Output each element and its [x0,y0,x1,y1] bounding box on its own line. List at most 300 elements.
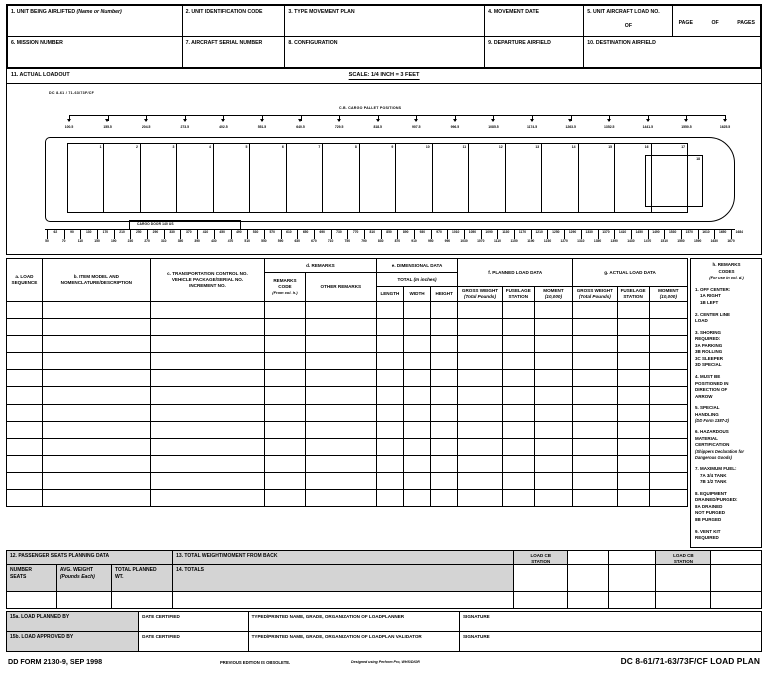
table-cell[interactable] [42,404,150,421]
ruler-label-upper: 250 [135,229,142,234]
field-15b-signature[interactable] [459,632,761,652]
table-cell[interactable] [617,438,649,455]
table-cell[interactable] [150,489,264,506]
table-cell[interactable] [42,301,150,318]
table-cell[interactable] [617,336,649,353]
table-cell[interactable] [534,370,572,387]
table-cell[interactable] [305,336,376,353]
table-cell[interactable] [403,387,430,404]
pallet-position-5[interactable] [214,144,250,212]
ruler-label-upper: 1330 [585,229,593,234]
table-cell[interactable] [573,455,617,472]
table-cell[interactable] [376,438,403,455]
totals-section [6,550,762,610]
remarks-code-title: 7. MAXIMUM FUEL: [695,466,737,472]
remarks-code-7 [695,466,758,486]
field-13-actual-gross[interactable] [609,550,656,565]
table-cell[interactable] [42,455,150,472]
col-item-model [42,259,150,302]
field-14-planned-fus[interactable] [513,565,567,592]
remarks-code-sub: 3A PARKING [695,342,723,348]
table-cell[interactable] [431,301,458,318]
col-d-other-label: OTHER REMARKS [320,283,362,289]
table-cell[interactable] [534,489,572,506]
table-cell[interactable] [617,404,649,421]
table-row[interactable] [7,404,688,421]
table-cell[interactable] [534,438,572,455]
table-cell[interactable] [7,438,43,455]
table-cell[interactable] [534,387,572,404]
ruler-label-upper: 1610 [702,229,710,234]
table-cell[interactable] [376,404,403,421]
page-of-label: OF [711,20,719,26]
table-cell[interactable] [617,455,649,472]
pallet-position-9[interactable] [360,144,396,212]
ruler-tick-minor [631,236,632,239]
table-cell[interactable] [150,387,264,404]
table-cell[interactable] [305,319,376,336]
remarks-code-sub: HANDLING [695,411,719,417]
table-cell[interactable] [42,370,150,387]
previous-edition-note: PREVIOUS EDITION IS OBSOLETE. [220,660,291,666]
table-cell[interactable] [431,353,458,370]
table-cell[interactable] [458,301,502,318]
remarks-code-title: 1. OFF CENTER: [695,286,731,292]
table-cell[interactable] [265,489,306,506]
pallet-number-18: 18 [696,157,700,161]
table-cell[interactable] [403,489,430,506]
field-15b-label-cell [7,632,139,652]
table-cell[interactable] [265,455,306,472]
table-cell[interactable] [431,370,458,387]
table-cell[interactable] [573,387,617,404]
table-cell[interactable] [431,489,458,506]
ruler-tick-major [197,229,198,236]
pallet-position-1[interactable] [68,144,104,212]
ruler-label-lower: 710 [327,238,334,243]
field-15a-date-certified[interactable] [139,612,248,632]
table-cell[interactable] [403,353,430,370]
table-cell[interactable] [573,301,617,318]
table-cell[interactable] [649,370,687,387]
value-number-seats[interactable] [7,592,57,609]
ruler-tick-minor [564,236,565,239]
table-cell[interactable] [573,336,617,353]
value-totals-row[interactable] [173,592,514,609]
value-14-actual-moment[interactable] [710,592,761,609]
field-14-actual-fus[interactable] [656,565,710,592]
field-14-actual-moment[interactable] [710,565,761,592]
field-unit-being-airlifted[interactable] [8,6,183,37]
pallet-position-15[interactable] [579,144,615,212]
table-cell[interactable] [376,319,403,336]
field-departure-airfield[interactable] [485,37,584,68]
field-mission-number[interactable] [8,37,183,68]
table-cell[interactable] [458,472,502,489]
table-cell[interactable] [150,370,264,387]
table-cell[interactable] [431,387,458,404]
table-cell[interactable] [376,336,403,353]
table-cell[interactable] [150,319,264,336]
table-cell[interactable] [150,455,264,472]
table-cell[interactable] [649,489,687,506]
table-cell[interactable] [431,438,458,455]
ruler-label-upper: 130 [85,229,92,234]
ruler-tick-minor [180,236,181,239]
pallet-position-18 [645,155,703,207]
value-14-actual-gross[interactable] [609,592,656,609]
value-14-actual-fus[interactable] [656,592,710,609]
field-unit-aircraft-load-no[interactable] [584,6,672,37]
table-cell[interactable] [649,472,687,489]
pallet-position-4[interactable] [177,144,213,212]
station-arrow-icon [568,119,572,122]
ruler-tick-major [581,229,582,236]
ruler-label-lower: 1390 [610,238,618,243]
table-cell[interactable] [7,353,43,370]
ruler-label-lower: 1670 [727,238,735,243]
table-cell[interactable] [42,353,150,370]
table-cell[interactable] [150,353,264,370]
remarks-code-title: 6. HAZARDOUS [695,429,729,435]
table-cell[interactable] [534,353,572,370]
ruler-label-lower: 1150 [510,238,518,243]
table-cell[interactable] [617,472,649,489]
table-cell[interactable] [265,370,306,387]
table-cell[interactable] [649,387,687,404]
table-cell[interactable] [265,404,306,421]
ruler-tick-major [314,229,315,236]
field-aircraft-serial-number[interactable] [182,37,285,68]
col-e-total-hint: (In inches) [413,276,437,282]
table-cell[interactable] [265,336,306,353]
table-cell[interactable] [7,489,43,506]
ruler-tick-major [631,229,632,236]
table-cell[interactable] [376,421,403,438]
field-5-of: OF [624,23,633,29]
ruler-tick-major [331,229,332,236]
ruler-tick-minor [164,236,165,239]
table-cell[interactable] [458,319,502,336]
station-number: 204.5 [141,125,151,129]
table-cell[interactable] [458,370,502,387]
pallet-position-12[interactable] [469,144,505,212]
field-15b-date-certified[interactable] [139,632,248,652]
table-cell[interactable] [403,455,430,472]
table-row[interactable] [7,455,688,472]
table-cell[interactable] [617,489,649,506]
table-cell[interactable] [458,404,502,421]
table-cell[interactable] [403,472,430,489]
table-cell[interactable] [403,319,430,336]
table-cell[interactable] [7,319,43,336]
actual-loadout-bar [6,69,762,84]
pallet-position-10[interactable] [396,144,432,212]
ruler-label-lower: 150 [94,238,100,243]
table-cell[interactable] [502,387,534,404]
field-15b-typed-name[interactable] [248,632,459,652]
table-cell[interactable] [305,489,376,506]
table-cell[interactable] [502,421,534,438]
ruler-label-upper: 610 [286,229,292,234]
remarks-code-1 [695,287,758,307]
table-cell[interactable] [265,438,306,455]
table-cell[interactable] [502,438,534,455]
field-destination-airfield[interactable] [584,37,761,68]
ruler-label-lower: 790 [361,238,367,243]
table-cell[interactable] [42,319,150,336]
table-cell[interactable] [502,301,534,318]
table-cell[interactable] [649,455,687,472]
value-total-planned-wt[interactable] [111,592,172,609]
table-cell[interactable] [403,438,430,455]
table-row[interactable] [7,438,688,455]
table-cell[interactable] [403,404,430,421]
table-cell[interactable] [403,336,430,353]
remarks-codes-list [695,287,758,542]
table-cell[interactable] [403,370,430,387]
table-cell[interactable] [376,370,403,387]
table-row[interactable] [7,336,688,353]
table-cell[interactable] [265,472,306,489]
table-cell[interactable] [502,489,534,506]
ruler-label-upper: 170 [102,229,109,234]
table-cell[interactable] [42,438,150,455]
table-cell[interactable] [265,301,306,318]
table-cell[interactable] [376,489,403,506]
table-cell[interactable] [7,336,43,353]
table-cell[interactable] [305,472,376,489]
table-cell[interactable] [7,404,43,421]
load-data-rows [7,301,688,506]
table-cell[interactable] [376,387,403,404]
table-cell[interactable] [502,319,534,336]
field-14-actual-gross[interactable] [609,565,656,592]
table-cell[interactable] [431,455,458,472]
field-9-label: 9. DEPARTURE AIRFIELD [488,40,551,46]
table-cell[interactable] [502,336,534,353]
field-configuration[interactable] [285,37,485,68]
table-cell[interactable] [305,438,376,455]
table-cell[interactable] [150,421,264,438]
table-cell[interactable] [458,455,502,472]
table-cell[interactable] [265,353,306,370]
table-cell[interactable] [150,301,264,318]
table-cell[interactable] [42,336,150,353]
table-cell[interactable] [7,301,43,318]
field-unit-identification-code[interactable] [182,6,285,37]
col-c-line2: VEHICLE PACKAGE/SERIAL NO. [171,276,244,282]
table-cell[interactable] [305,387,376,404]
table-cell[interactable] [502,353,534,370]
table-cell[interactable] [305,455,376,472]
table-cell[interactable] [431,336,458,353]
col-planned-load-group [458,259,573,287]
table-cell[interactable] [7,421,43,438]
table-cell[interactable] [534,421,572,438]
table-cell[interactable] [305,353,376,370]
table-cell[interactable] [458,489,502,506]
planned-gross-line1: GROSS WEIGHT [461,288,499,293]
pallet-number-4: 4 [208,145,211,149]
pallet-position-7[interactable] [287,144,323,212]
table-cell[interactable] [573,438,617,455]
table-row[interactable] [7,489,688,506]
table-cell[interactable] [150,438,264,455]
value-14-planned-moment[interactable] [567,592,609,609]
table-cell[interactable] [649,421,687,438]
table-cell[interactable] [150,472,264,489]
table-cell[interactable] [617,387,649,404]
table-cell[interactable] [573,353,617,370]
ruler-label-upper: 1090 [485,229,493,234]
table-cell[interactable] [573,404,617,421]
pallet-position-8[interactable] [323,144,359,212]
table-cell[interactable] [305,404,376,421]
ruler-tick-major [381,229,382,236]
table-cell[interactable] [431,421,458,438]
pallet-position-11[interactable] [433,144,469,212]
remarks-code-title: 5. SPECIAL [695,405,720,411]
field-13-planned-moment[interactable] [567,550,609,565]
table-cell[interactable] [305,421,376,438]
pallet-number-11: 11 [462,145,467,149]
remarks-code-sub: CERTIFICATION [695,442,730,448]
pages-label: PAGES [737,20,755,26]
table-row[interactable] [7,472,688,489]
table-cell[interactable] [573,489,617,506]
station-number: 729.5 [334,125,344,129]
ruler-tick-minor [347,236,348,239]
table-cell[interactable] [7,455,43,472]
col-length: LENGTH [376,287,403,302]
table-cell[interactable] [403,301,430,318]
table-cell[interactable] [431,319,458,336]
table-cell[interactable] [649,319,687,336]
table-cell[interactable] [502,455,534,472]
table-cell[interactable] [376,455,403,472]
field-13-actual-moment[interactable] [710,550,761,565]
table-cell[interactable] [534,404,572,421]
field-type-movement-plan[interactable] [285,6,485,37]
table-cell[interactable] [617,370,649,387]
remarks-code-2 [695,312,758,325]
table-cell[interactable] [573,319,617,336]
table-cell[interactable] [573,472,617,489]
table-cell[interactable] [502,370,534,387]
field-movement-date[interactable] [485,6,584,37]
table-cell[interactable] [150,404,264,421]
pallet-position-13[interactable] [506,144,542,212]
load-cb-actual-l2: STATION [673,558,693,564]
table-cell[interactable] [7,387,43,404]
table-cell[interactable] [458,421,502,438]
table-cell[interactable] [305,301,376,318]
table-cell[interactable] [458,353,502,370]
table-cell[interactable] [7,370,43,387]
remarks-code-4 [695,374,758,400]
remarks-code-sub: DRAINED/PURGED: [695,497,738,503]
table-cell[interactable] [534,455,572,472]
table-cell[interactable] [42,472,150,489]
table-cell[interactable] [649,301,687,318]
table-cell[interactable] [502,404,534,421]
table-cell[interactable] [617,301,649,318]
table-cell[interactable] [265,421,306,438]
table-cell[interactable] [502,472,534,489]
ruler-tick-major [364,229,365,236]
table-cell[interactable] [458,438,502,455]
pallet-position-2[interactable] [104,144,140,212]
table-cell[interactable] [573,370,617,387]
table-row[interactable] [7,353,688,370]
table-cell[interactable] [458,336,502,353]
table-cell[interactable] [376,301,403,318]
field-14-planned-moment[interactable] [567,565,609,592]
pallet-position-6[interactable] [250,144,286,212]
table-cell[interactable] [431,404,458,421]
pallet-number-3: 3 [172,145,175,149]
table-cell[interactable] [431,472,458,489]
table-cell[interactable] [649,353,687,370]
ruler-label-upper: 650 [302,229,309,234]
field-page-of-pages[interactable] [672,6,760,37]
pallet-position-14[interactable] [542,144,578,212]
table-cell[interactable] [458,387,502,404]
table-cell[interactable] [265,387,306,404]
table-cell[interactable] [265,319,306,336]
ruler-tick-major [497,229,498,236]
ruler-tick-major [598,229,599,236]
table-cell[interactable] [617,319,649,336]
table-cell[interactable] [42,387,150,404]
table-cell[interactable] [7,472,43,489]
ruler-label-lower: 310 [161,238,167,243]
table-cell[interactable] [649,336,687,353]
field-15a-typed-name[interactable] [248,612,459,632]
table-row[interactable] [7,421,688,438]
table-cell[interactable] [305,370,376,387]
station-number: 1174.5 [526,125,538,129]
ruler-tick-major [547,229,548,236]
table-cell[interactable] [573,421,617,438]
load-cb-station-planned [513,550,567,565]
field-15a-signature[interactable] [459,612,761,632]
table-row[interactable] [7,370,688,387]
table-cell[interactable] [649,438,687,455]
table-row[interactable] [7,319,688,336]
table-row[interactable] [7,301,688,318]
table-cell[interactable] [42,489,150,506]
table-cell[interactable] [42,421,150,438]
pallet-position-3[interactable] [141,144,177,212]
table-cell[interactable] [534,472,572,489]
table-cell[interactable] [150,336,264,353]
value-14-planned-fus[interactable] [513,592,567,609]
table-cell[interactable] [617,421,649,438]
table-cell[interactable] [534,301,572,318]
table-row[interactable] [7,387,688,404]
ruler-label-upper: 370 [186,229,192,234]
table-cell[interactable] [617,353,649,370]
value-avg-weight[interactable] [56,592,111,609]
table-cell[interactable] [649,404,687,421]
table-cell[interactable] [376,353,403,370]
table-cell[interactable] [403,421,430,438]
table-cell[interactable] [534,319,572,336]
table-cell[interactable] [376,472,403,489]
table-cell[interactable] [534,336,572,353]
